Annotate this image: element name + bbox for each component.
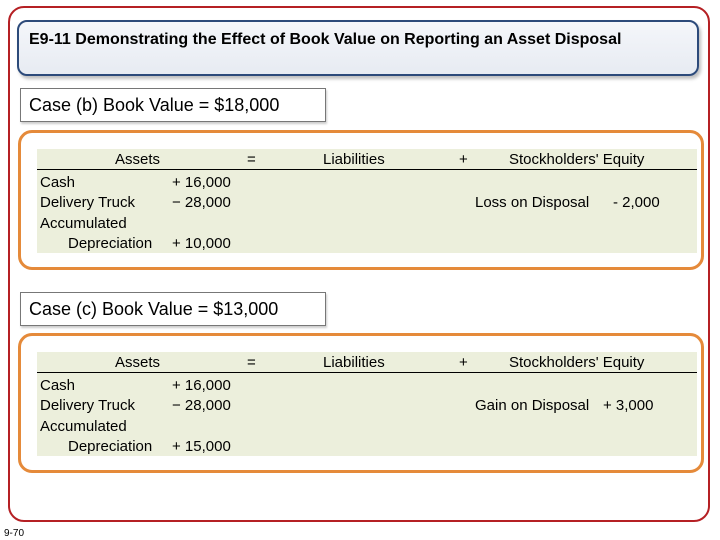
equity-item-label: Loss on Disposal [475,194,590,211]
depreciation-label: Depreciation [68,438,153,455]
header-plus: + [459,354,468,371]
truck-label: Delivery Truck [40,194,136,211]
depreciation-value: + 15,000 [172,438,231,455]
cash-value: + 16,000 [172,377,231,394]
header-underline [37,169,697,170]
case-b-panel [18,130,704,270]
case-c-panel [18,333,704,473]
accumulated-label: Accumulated [40,215,127,232]
header-assets: Assets [115,151,161,168]
header-plus: + [459,151,468,168]
equity-item-value: + 3,000 [603,397,654,414]
slide-title: E9-11 Demonstrating the Effect of Book Value on Reporting an Asset Disposal [17,20,699,76]
cash-label: Cash [40,377,76,394]
header-liabilities: Liabilities [323,354,385,371]
header-underline [37,372,697,373]
header-liabilities: Liabilities [323,151,385,168]
depreciation-label: Depreciation [68,235,153,252]
case-c-equation-table [37,352,697,456]
truck-label: Delivery Truck [40,397,136,414]
header-equals: = [247,354,256,371]
header-equals: = [247,151,256,168]
depreciation-value: + 10,000 [172,235,231,252]
equity-item-label: Gain on Disposal [475,397,590,414]
header-equity: Stockholders' Equity [509,354,645,371]
accumulated-label: Accumulated [40,418,127,435]
cash-value: + 16,000 [172,174,231,191]
truck-value: − 28,000 [172,194,231,211]
truck-value: − 28,000 [172,397,231,414]
header-assets: Assets [115,354,161,371]
header-equity: Stockholders' Equity [509,151,645,168]
case-b-label: Case (b) Book Value = $18,000 [20,88,326,122]
cash-label: Cash [40,174,76,191]
case-b-equation-table [37,149,697,253]
case-c-label: Case (c) Book Value = $13,000 [20,292,326,326]
equity-item-value: - 2,000 [613,194,660,211]
page-number: 9-70 [4,528,25,539]
